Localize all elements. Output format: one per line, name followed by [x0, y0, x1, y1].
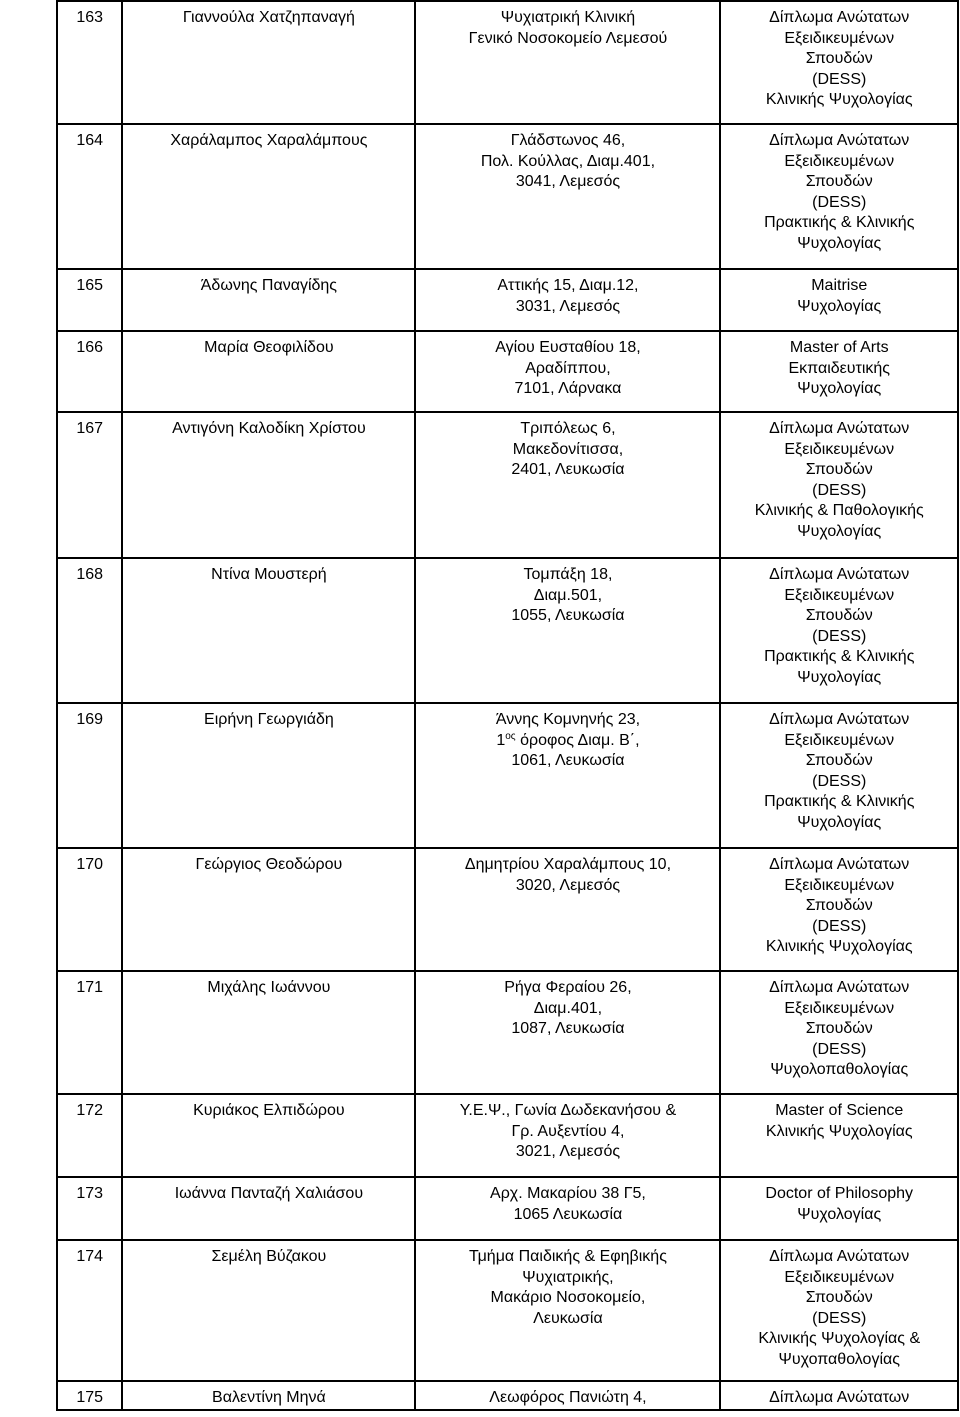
address-line: Ψυχιατρική Κλινική	[500, 9, 636, 26]
qualification-line: (DESS)	[812, 772, 867, 790]
psychologist-name: Ειρήνη Γεωργιάδη	[122, 703, 415, 848]
qualification-line: Σπουδών	[805, 752, 873, 770]
qualification-line: Κλινικής Ψυχολογίας	[765, 938, 913, 956]
registry-row	[57, 703, 958, 848]
psychologist-name: Άδωνης Παναγίδης	[122, 269, 415, 331]
address-line: Ψυχιατρικής,	[522, 1268, 614, 1286]
psychologist-name: Βαλεντίνη Μηνά	[122, 1381, 415, 1410]
psychologist-name: Γιαννούλα Χατζηπαναγή	[122, 1, 415, 124]
address-line: 3041, Λεμεσός	[515, 173, 621, 191]
registry-row	[57, 848, 958, 971]
qualification-cell	[720, 848, 958, 971]
qualification-line: Δίπλωμα Ανώτατων	[769, 1248, 910, 1265]
qualification-line: Δίπλωμα Ανώτατων	[769, 132, 910, 149]
psychologist-name: Αντιγόνη Καλοδίκη Χρίστου	[122, 412, 415, 558]
qualification-cell	[720, 1094, 958, 1177]
qualification-line: Ψυχολογίας	[797, 234, 882, 252]
registry-number: 167	[57, 412, 122, 558]
address-cell	[415, 269, 720, 331]
qualification-line: (DESS)	[812, 1309, 867, 1327]
qualification-line: Δίπλωμα Ανώτατων	[769, 9, 910, 26]
psychologist-name: Σεμέλη Βύζακου	[122, 1240, 415, 1381]
psychologist-name: Κυριάκος Ελπιδώρου	[122, 1094, 415, 1177]
qualification-line: Δίπλωμα Ανώτατων	[769, 420, 910, 437]
qualification-cell	[720, 1177, 958, 1240]
qualification-line: Πρακτικής & Κλινικής	[764, 793, 915, 811]
qualification-line: Ψυχολογίας	[797, 813, 882, 831]
address-cell	[415, 703, 720, 848]
address-line: 3021, Λεμεσός	[515, 1143, 621, 1161]
address-line: Μακάριο Νοσοκομείο,	[490, 1289, 646, 1307]
qualification-line: Εξειδικευμένων	[784, 876, 895, 894]
address-line: Μακεδονίτισσα,	[512, 440, 624, 458]
qualification-cell	[720, 558, 958, 703]
address-cell	[415, 1094, 720, 1177]
address-line: Αραδίππου,	[525, 359, 611, 377]
qualification-line: Κλινικής Ψυχολογίας	[765, 91, 913, 109]
address-line: 1055, Λευκωσία	[511, 607, 625, 625]
qualification-cell	[720, 703, 958, 848]
address-line: Λεωφόρος Πανιώτη 4,	[489, 1389, 647, 1406]
qualification-line: (DESS)	[812, 917, 867, 935]
address-line: 2401, Λευκωσία	[511, 461, 625, 479]
qualification-line: Εξειδικευμένων	[784, 586, 895, 604]
address-line: Αττικής 15, Διαμ.12,	[497, 277, 639, 294]
registry-number: 168	[57, 558, 122, 703]
qualification-line: Σπουδών	[805, 607, 873, 625]
psychologist-registry-table	[56, 0, 959, 1411]
qualification-cell	[720, 124, 958, 269]
qualification-line: Maitrise	[811, 277, 868, 294]
registry-row	[57, 1381, 958, 1410]
qualification-cell	[720, 331, 958, 412]
qualification-line: Εκπαιδευτικής	[788, 359, 891, 377]
qualification-line: Ψυχοπαθολογίας	[778, 1350, 900, 1368]
address-cell	[415, 1, 720, 124]
qualification-line: Δίπλωμα Ανώτατων	[769, 566, 910, 583]
address-line: Δημητρίου Χαραλάμπους 10,	[464, 856, 672, 873]
address-line: 3020, Λεμεσός	[515, 876, 621, 894]
address-cell	[415, 124, 720, 269]
qualification-line: Σπουδών	[805, 461, 873, 479]
qualification-line: Σπουδών	[805, 1020, 873, 1038]
qualification-line: Δίπλωμα Ανώτατων	[769, 711, 910, 728]
registry-number: 166	[57, 331, 122, 412]
qualification-line: Σπουδών	[805, 50, 873, 68]
qualification-line: Ψυχολογίας	[797, 297, 882, 315]
address-line: Τμήμα Παιδικής & Εφηβικής	[468, 1248, 667, 1265]
address-cell	[415, 1381, 720, 1410]
address-line: Ρήγα Φεραίου 26,	[504, 979, 632, 996]
registry-number: 174	[57, 1240, 122, 1381]
address-line: Υ.Ε.Ψ., Γωνία Δωδεκανήσου &	[459, 1102, 677, 1119]
qualification-line: Master of Science	[775, 1102, 904, 1119]
qualification-line: Εξειδικευμένων	[784, 440, 895, 458]
address-line: Αγίου Ευσταθίου 18,	[495, 339, 641, 356]
address-cell	[415, 331, 720, 412]
registry-row	[57, 331, 958, 412]
psychologist-name: Μιχάλης Ιωάννου	[122, 971, 415, 1094]
address-line: 7101, Λάρνακα	[514, 380, 622, 398]
qualification-line: Πρακτικής & Κλινικής	[764, 648, 915, 666]
qualification-line: Εξειδικευμένων	[784, 999, 895, 1017]
address-line: Γρ. Αυξεντίου 4,	[511, 1122, 625, 1140]
registry-number: 171	[57, 971, 122, 1094]
address-line: Γλάδστωνος 46,	[510, 132, 626, 149]
address-line: Άννης Κομνηνής 23,	[495, 711, 641, 728]
address-line: Τριπόλεως 6,	[520, 420, 616, 437]
registry-number: 175	[57, 1381, 122, 1410]
qualification-line: (DESS)	[812, 481, 867, 499]
registry-row	[57, 1094, 958, 1177]
qualification-line: (DESS)	[812, 70, 867, 88]
qualification-line: Ψυχολογίας	[797, 668, 882, 686]
address-cell	[415, 558, 720, 703]
qualification-line: Σπουδών	[805, 897, 873, 915]
qualification-line: Doctor of Philosophy	[765, 1185, 914, 1202]
qualification-line: Κλινικής & Παθολογικής	[754, 502, 924, 520]
qualification-line: Σπουδών	[805, 173, 873, 191]
qualification-line: Ψυχολογίας	[797, 522, 882, 540]
qualification-cell	[720, 412, 958, 558]
qualification-line: Ψυχολοπαθολογίας	[770, 1061, 909, 1079]
qualification-cell	[720, 1, 958, 124]
address-line: Αρχ. Μακαρίου 38 Γ5,	[490, 1185, 646, 1202]
address-line: Λευκωσία	[533, 1309, 603, 1327]
qualification-line: (DESS)	[812, 193, 867, 211]
qualification-line: Master of Arts	[789, 339, 889, 356]
registry-number: 163	[57, 1, 122, 124]
registry-number: 165	[57, 269, 122, 331]
qualification-cell	[720, 1240, 958, 1381]
psychologist-name: Ιωάννα Πανταζή Χαλιάσου	[122, 1177, 415, 1240]
address-cell	[415, 412, 720, 558]
registry-number: 173	[57, 1177, 122, 1240]
qualification-line: Σπουδών	[805, 1289, 873, 1307]
qualification-line: Δίπλωμα Ανώτατων	[769, 1389, 910, 1406]
qualification-line: Κλινικής Ψυχολογίας &	[758, 1330, 921, 1348]
qualification-line: Δίπλωμα Ανώτατων	[769, 979, 910, 996]
registry-row	[57, 412, 958, 558]
address-cell	[415, 1177, 720, 1240]
qualification-line: Εξειδικευμένων	[784, 731, 895, 749]
psychologist-name: Μαρία Θεοφιλίδου	[122, 331, 415, 412]
address-line: Διαμ.501,	[533, 586, 603, 604]
address-cell	[415, 848, 720, 971]
qualification-line: Κλινικής Ψυχολογίας	[765, 1122, 913, 1140]
qualification-line: Εξειδικευμένων	[784, 29, 895, 47]
registry-row	[57, 558, 958, 703]
address-cell	[415, 1240, 720, 1381]
address-line: Διαμ.401,	[533, 999, 603, 1017]
address-cell	[415, 971, 720, 1094]
qualification-line: (DESS)	[812, 1040, 867, 1058]
address-line: Γενικό Νοσοκομείο Λεμεσού	[468, 29, 668, 47]
registry-table-body	[57, 1, 958, 1410]
address-line: 1061, Λευκωσία	[511, 752, 625, 770]
address-line: Τομπάξη 18,	[523, 566, 613, 583]
address-line: Πολ. Κούλλας, Διαμ.401,	[480, 152, 656, 170]
registry-row	[57, 1, 958, 124]
registry-number: 164	[57, 124, 122, 269]
qualification-line: Δίπλωμα Ανώτατων	[769, 856, 910, 873]
psychologist-name: Ντίνα Μουστερή	[122, 558, 415, 703]
registry-row	[57, 1240, 958, 1381]
qualification-line: Ψυχολογίας	[797, 380, 882, 398]
qualification-line: Ψυχολογίας	[797, 1205, 882, 1223]
registry-number: 170	[57, 848, 122, 971]
address-line: $1^{o\varsigma}$ όροφος Διαμ. Β΄,	[496, 730, 640, 749]
qualification-cell	[720, 971, 958, 1094]
psychologist-name: Χαράλαμπος Χαραλάμπους	[122, 124, 415, 269]
qualification-cell	[720, 269, 958, 331]
address-line: 1087, Λευκωσία	[511, 1020, 625, 1038]
registry-number: 172	[57, 1094, 122, 1177]
qualification-line: Πρακτικής & Κλινικής	[764, 214, 915, 232]
registry-row	[57, 269, 958, 331]
address-line: 1065 Λευκωσία	[513, 1205, 623, 1223]
psychologist-name: Γεώργιος Θεοδώρου	[122, 848, 415, 971]
registry-number: 169	[57, 703, 122, 848]
qualification-line: (DESS)	[812, 627, 867, 645]
address-line: 3031, Λεμεσός	[515, 297, 621, 315]
qualification-line: Εξειδικευμένων	[784, 1268, 895, 1286]
qualification-line: Εξειδικευμένων	[784, 152, 895, 170]
qualification-cell	[720, 1381, 958, 1410]
registry-row	[57, 124, 958, 269]
registry-row	[57, 971, 958, 1094]
registry-row	[57, 1177, 958, 1240]
